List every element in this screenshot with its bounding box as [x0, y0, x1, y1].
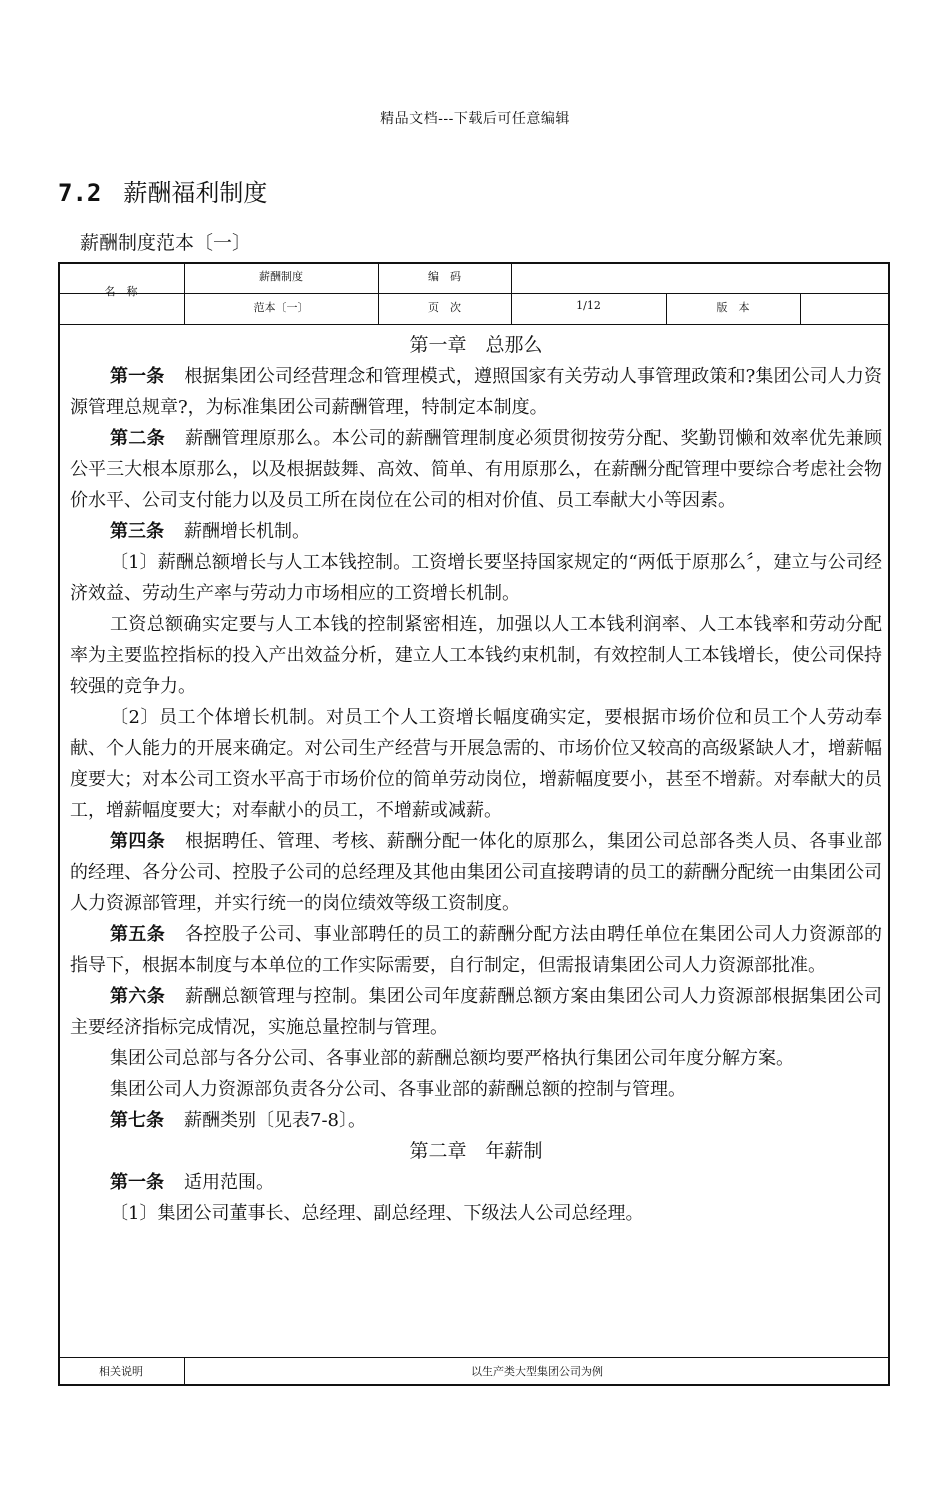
article-text: 根据聘任、管理、考核、薪酬分配一体化的原那么，集团公司总部各类人员、各事业部的经理、各分公司、控股子公司的总经理及其他由集团公司直接聘请的员工的薪酬分配统一由集团公司人力资源部管理，并实行统一的岗位绩效等级工资制度。 — [70, 831, 882, 914]
article-paragraph — [70, 423, 882, 516]
article-text: 薪酬总额管理与控制。集团公司年度薪酬总额方案由集团公司人力资源部根据集团公司主要经济指标完成情况，实施总量控制与管理。 — [70, 986, 882, 1038]
article-paragraph — [70, 516, 882, 547]
article-paragraph — [70, 919, 882, 981]
article-paragraph — [70, 826, 882, 919]
article-paragraph — [70, 981, 882, 1043]
article-text: 根据集团公司经营理念和管理模式，遵照国家有关劳动人事管理政策和?集团公司人力资源管理总规章?，为标准集团公司薪酬管理，特制定本制度。 — [70, 366, 882, 418]
article-label: 第一条 — [110, 366, 165, 387]
article-label: 第七条 — [110, 1110, 164, 1131]
chapter-heading: 第一章 总那么 — [409, 334, 543, 356]
name-label: 名 称 — [104, 285, 138, 298]
article-paragraph — [70, 1167, 882, 1198]
article-text: 适用范围。 — [184, 1172, 274, 1193]
article-text: 薪酬管理原那么。本公司的薪酬管理制度必须贯彻按劳分配、奖勤罚懒和效率优先兼顾公平三大根本原那么，以及根据鼓舞、高效、简单、有用原那么，在薪酬分配管理中要综合考虑社会物价水平、公司支付能力以及员工所在岗位在公司的相对价值、员工奉献大小等因素。 — [70, 428, 882, 511]
article-text: 薪酬增长机制。 — [184, 521, 310, 542]
article-text: 〔1〕薪酬总额增长与人工本钱控制。工资增长要坚持国家规定的“两低于原那么〞，建立与公司经济效益、劳动生产率与劳动力市场相应的工资增长机制。 — [70, 552, 882, 604]
document-subtitle: 薪酬制度范本〔一〕 — [80, 232, 252, 254]
section-title: 薪酬福利制度 — [123, 179, 268, 207]
article-label: 第四条 — [110, 831, 166, 852]
document-body — [70, 330, 882, 1354]
article-text: 集团公司总部与各分公司、各事业部的薪酬总额均要严格执行集团公司年度分解方案。 — [110, 1048, 794, 1069]
article-paragraph — [70, 1074, 882, 1105]
section-heading — [58, 173, 267, 208]
header-bottom-border — [58, 324, 890, 325]
chapter-heading: 第二章 年薪制 — [409, 1140, 543, 1162]
article-text: 各控股子公司、事业部聘任的员工的薪酬分配方法由聘任单位在集团公司人力资源部的指导下，根据本制度与本单位的工作实际需要，自行制定，但需报请集团公司人力资源部批准。 — [70, 924, 882, 976]
watermark-header: 精品文档---下载后可任意编辑 — [380, 111, 570, 127]
header-col-divider-5 — [800, 293, 801, 324]
version-label: 版 本 — [716, 301, 750, 314]
article-label: 第三条 — [110, 521, 164, 542]
article-paragraph — [70, 547, 882, 609]
article-paragraph — [70, 702, 882, 826]
name-value-line2: 范本〔一〕 — [253, 301, 309, 314]
footer-label: 相关说明 — [99, 1365, 143, 1378]
article-paragraph — [70, 1105, 882, 1136]
article-text: 薪酬类别〔见表7-8〕。 — [184, 1110, 366, 1131]
article-text: 〔2〕员工个体增长机制。对员工个人工资增长幅度确实定，要根据市场价位和员工个人劳动奉献、个人能力的开展来确定。对公司生产经营与开展急需的、市场价位又较高的高级紧缺人才，增薪幅度要大；对本公司工资水平高于市场价位的简单劳动岗位，增薪幅度要小，甚至不增薪。对奉献大的员工，增薪幅度要大；对奉献小的员工，不增薪或减薪。 — [70, 707, 882, 821]
article-label: 第二条 — [110, 428, 166, 449]
code-label: 编 码 — [428, 270, 461, 283]
section-number: 7.2 — [58, 179, 102, 207]
header-col-divider-3 — [511, 262, 512, 324]
article-paragraph — [70, 361, 882, 423]
article-paragraph — [70, 1043, 882, 1074]
article-text: 集团公司人力资源部负责各分公司、各事业部的薪酬总额的控制与管理。 — [110, 1079, 686, 1100]
page-value: 1/12 — [576, 299, 601, 312]
article-paragraph — [70, 609, 882, 702]
article-label: 第五条 — [110, 924, 166, 945]
article-paragraph — [70, 1198, 882, 1229]
article-label: 第六条 — [110, 986, 166, 1007]
article-text: 工资总额确实定要与人工本钱的控制紧密相连，加强以人工本钱利润率、人工本钱率和劳动分配率为主要监控指标的投入产出效益分析，建立人工本钱约束机制，有效控制人工本钱增长，使公司保持较强的竞争力。 — [70, 614, 882, 697]
article-label: 第一条 — [110, 1172, 164, 1193]
page-label: 页 次 — [428, 301, 461, 314]
article-text: 〔1〕集团公司董事长、总经理、副总经理、下级法人公司总经理。 — [110, 1203, 644, 1224]
name-value-line1: 薪酬制度 — [259, 270, 303, 283]
footer-note: 以生产类大型集团公司为例 — [471, 1365, 603, 1378]
footer-top-border — [58, 1357, 890, 1358]
